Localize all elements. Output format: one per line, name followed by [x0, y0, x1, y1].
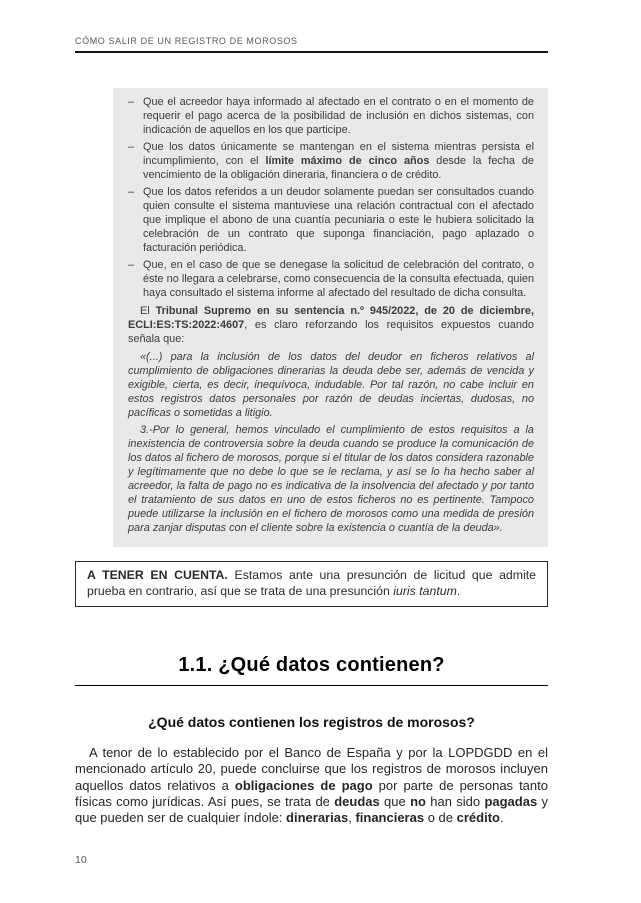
header-rule	[75, 51, 548, 53]
dash-bullet: –	[128, 141, 135, 154]
running-header-title: CÓMO SALIR DE UN REGISTRO DE MOROSOS	[75, 36, 298, 46]
list-item	[128, 186, 534, 256]
tribunal-paragraph: El Tribunal Supremo en su sentencia n.º 945/2022, de 20 de diciembre, ECLI:ES:TS:2022:4607, es claro reforzando los requisitos expuestos cuando señala que:	[128, 305, 534, 345]
requirements-list	[128, 96, 534, 301]
page-number: 10	[75, 854, 87, 866]
dash-bullet: –	[128, 186, 135, 199]
list-item-text: Que, en el caso de que se denegase la solicitud de celebración del contrato, o éste no llegara a celebrarse, como consecuencia de la consulta efectuada, quien haya consultado el sistema informe al afectado del resultado de dicha consulta.	[143, 259, 534, 300]
list-item	[128, 141, 534, 183]
list-item	[128, 96, 534, 138]
section-heading-rule	[75, 685, 548, 686]
quote-paragraph: «(...) para la inclusión de los datos del deudor en ficheros relativos al cumplimiento de obligaciones dinerarias la deuda debe ser, además de vencida y exigible, cierta, es decir, inequívoca, indudable. Por tal razón, no cabe incluir en estos registros datos personales por razón de deudas inciertas, dudosas, no pacíficas o sometidas a litigio.	[128, 350, 534, 419]
list-item-text: Que los datos únicamente se mantengan en el sistema mientras persista el incumplimiento, con el límite máximo de cinco años desde la fecha de vencimiento de la obligación dineraria, financiera o de crédito.	[143, 141, 534, 182]
section-heading: 1.1. ¿Qué datos contienen?	[178, 653, 445, 676]
section-subheading: ¿Qué datos contienen los registros de morosos?	[148, 713, 475, 730]
note-box-text: A TENER EN CUENTA. Estamos ante una presunción de licitud que admite prueba en contrario, así que se trata de una presunción iuris tantum.	[87, 567, 536, 599]
dash-bullet: –	[128, 96, 135, 108]
body-paragraph: A tenor de lo establecido por el Banco de España y por la LOPDGDD en el mencionado artículo 20, puede concluirse que los registros de morosos incluyen aquellos datos relativos a obligaciones de pago por parte de personas tanto físicas como jurídicas. Así pues, se trata de deudas que no han sido pagadas y que pueden ser de cualquier índole: dinerarias, financieras o de crédito.	[75, 744, 548, 826]
note-box	[75, 561, 548, 607]
page-header	[75, 36, 548, 53]
list-item-text: Que el acreedor haya informado al afectado en el contrato o en el momento de requerir el pago acerca de la posibilidad de inclusión en dichos sistemas, con indicación de aquellos en los que participe.	[143, 96, 534, 136]
requirements-block	[113, 88, 548, 547]
quote-paragraph: 3.-Por lo general, hemos vinculado el cumplimiento de estos requisitos a la inexistencia de controversia sobre la deuda cuando se produce la comunicación de los datos al fichero de morosos, porque si el titular de los datos considera razonable y legítimamente que no debe lo que se le reclama, y así se lo ha hecho saber al acreedor, la falta de pago no es indicativa de la insolvencia del afectado y por tanto el tratamiento de sus datos en uno de estos ficheros no es pertinente. Tampoco puede utilizarse la inclusión en el fichero de morosos como una medida de presión para zanjar disputas con el cliente sobre la existencia o cuantía de la deuda».	[128, 424, 534, 534]
dash-bullet: –	[128, 259, 135, 272]
list-item-text: Que los datos referidos a un deudor solamente puedan ser consultados cuando quien consulte el sistema mantuviese una relación contractual con el afectado que implique el abono de una cuantía pecuniaria o este le hubiera solicitado la celebración de un contrato que suponga financiación, pago aplazado o facturación periódica.	[143, 186, 534, 255]
list-item	[128, 259, 534, 301]
